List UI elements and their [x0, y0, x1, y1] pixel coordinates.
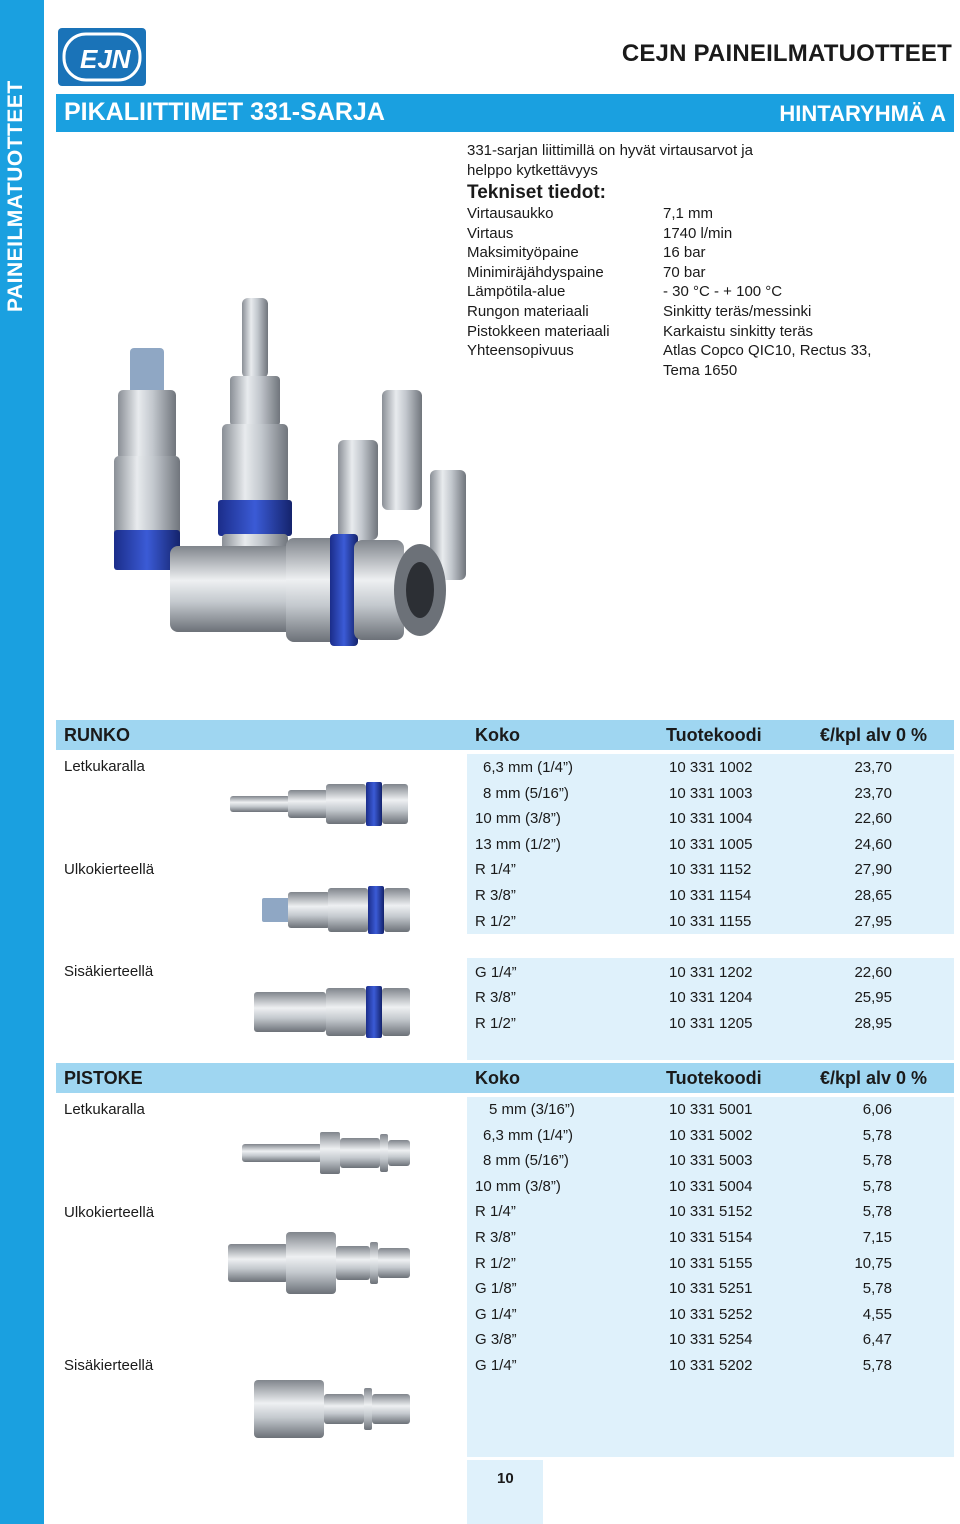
row-code: 10 331 1204	[669, 989, 753, 1007]
row-size: R 1/2”	[475, 1254, 516, 1272]
runko-male-thread-thumbnail	[262, 884, 412, 936]
spec-value: 1740 l/min	[663, 224, 733, 242]
brand-title: CEJN PAINEILMATUOTTEET	[621, 40, 952, 67]
row-price: 23,70	[854, 759, 892, 776]
pistoke-header-size: Koko	[475, 1068, 520, 1088]
spec-row	[467, 303, 927, 323]
spec-row	[467, 283, 927, 303]
runko-table-header	[56, 720, 954, 750]
pistoke-header-code: Tuotekoodi	[666, 1068, 762, 1088]
pistoke-header-price: €/kpl alv 0 %	[820, 1068, 928, 1088]
runko-group-label: Letkukaralla	[64, 758, 145, 775]
row-size: R 3/8”	[475, 887, 516, 904]
spec-value: Sinkitty teräs/messinki	[663, 302, 812, 320]
spec-label: Rungon materiaali	[467, 302, 589, 320]
row-size: R 3/8”	[475, 1229, 516, 1246]
runko-hose-tail-thumbnail	[230, 780, 410, 828]
pistoke-male-thread-thumbnail	[228, 1228, 412, 1298]
runko-header-code: Tuotekoodi	[666, 725, 762, 745]
row-size: G 1/4”	[475, 963, 517, 981]
row-price: 10,75	[854, 1254, 892, 1272]
logo-text: EJN	[80, 44, 131, 74]
row-size: R 1/4”	[475, 1203, 516, 1221]
runko-row	[467, 1012, 954, 1038]
product-photo	[90, 290, 470, 690]
section-title: PIKALIITTIMET 331-SARJA	[64, 98, 385, 126]
row-size: 8 mm (5/16”)	[483, 784, 569, 802]
spec-label: Virtausaukko	[467, 205, 554, 222]
section-title-bar	[56, 94, 954, 132]
cejn-logo	[58, 28, 146, 86]
pistoke-row	[467, 1354, 954, 1380]
row-code: 10 331 1205	[669, 1015, 753, 1032]
row-code: 10 331 1003	[669, 784, 753, 802]
spec-label: Minimiräjähdyspaine	[467, 263, 604, 281]
row-price: 5,78	[862, 1357, 892, 1374]
pistoke-hose-tail-thumbnail	[242, 1122, 412, 1182]
spec-label: Pistokkeen materiaali	[467, 322, 610, 340]
spec-row	[467, 225, 927, 245]
spec-value: 16 bar	[663, 244, 706, 262]
row-price: 5,78	[862, 1177, 892, 1195]
spec-label: Lämpötila-alue	[467, 283, 566, 301]
pistoke-row	[467, 1277, 954, 1303]
row-price: 22,60	[854, 810, 892, 828]
runko-group-label: Ulkokierteellä	[64, 861, 155, 878]
row-code: 10 331 5152	[669, 1203, 753, 1221]
pistoke-table-header	[56, 1063, 954, 1093]
pistoke-group-label: Sisäkierteellä	[64, 1357, 154, 1374]
row-code: 10 331 1004	[669, 810, 753, 828]
pistoke-row	[467, 1124, 954, 1150]
pistoke-group-label: Ulkokierteellä	[64, 1204, 155, 1221]
row-size: R 1/2”	[475, 1015, 516, 1032]
runko-row	[467, 833, 954, 859]
row-size: G 1/4”	[475, 1357, 517, 1374]
row-size: 6,3 mm (1/4”)	[483, 1126, 574, 1144]
pistoke-row	[467, 1328, 954, 1354]
spec-label: Virtaus	[467, 224, 514, 242]
row-size: R 1/2”	[475, 912, 516, 930]
row-price: 6,47	[862, 1331, 892, 1349]
row-price: 24,60	[854, 835, 892, 853]
spec-row	[467, 323, 927, 343]
row-code: 10 331 5155	[669, 1254, 753, 1272]
row-code: 10 331 5004	[669, 1177, 753, 1195]
row-price: 5,78	[862, 1203, 892, 1221]
row-price: 6,06	[862, 1101, 892, 1118]
row-code: 10 331 1152	[669, 861, 752, 879]
runko-row	[467, 986, 954, 1012]
pistoke-row	[467, 1226, 954, 1252]
row-code: 10 331 5252	[669, 1305, 753, 1323]
row-price: 27,95	[854, 912, 892, 930]
spec-row	[467, 264, 927, 284]
row-price: 7,15	[862, 1229, 892, 1246]
price-group-label: HINTARYHMÄ A	[779, 101, 946, 126]
row-code: 10 331 5202	[669, 1357, 753, 1374]
row-price: 4,55	[862, 1305, 892, 1323]
runko-row	[467, 807, 954, 833]
row-code: 10 331 5001	[669, 1101, 753, 1118]
row-code: 10 331 1155	[669, 912, 752, 930]
runko-row	[467, 756, 954, 782]
spec-value: Atlas Copco QIC10, Rectus 33,	[663, 342, 872, 360]
row-code: 10 331 5003	[669, 1152, 753, 1170]
runko-row	[467, 910, 954, 936]
row-size: G 1/8”	[475, 1280, 517, 1298]
row-size: 5 mm (3/16”)	[489, 1101, 575, 1118]
row-code: 10 331 1002	[669, 759, 753, 776]
row-price: 23,70	[854, 784, 892, 802]
row-size: G 1/4”	[475, 1305, 517, 1323]
row-size: 6,3 mm (1/4”)	[483, 759, 574, 776]
spec-label: Maksimityöpaine	[467, 244, 579, 262]
pistoke-female-thread-thumbnail	[254, 1376, 412, 1442]
side-label	[4, 80, 40, 612]
row-price: 5,78	[862, 1126, 892, 1144]
runko-row	[467, 858, 954, 884]
runko-group-label: Sisäkierteellä	[64, 963, 154, 980]
pistoke-header-name: PISTOKE	[64, 1068, 143, 1088]
runko-header-price: €/kpl alv 0 %	[820, 725, 928, 745]
runko-row	[467, 782, 954, 808]
pistoke-row	[467, 1252, 954, 1278]
pistoke-group-label: Letkukaralla	[64, 1101, 145, 1118]
page-number: 10	[497, 1470, 514, 1487]
spec-value-continuation: Tema 1650	[663, 361, 738, 379]
runko-header-name: RUNKO	[64, 725, 130, 745]
spec-value: - 30 °C - + 100 °C	[663, 283, 783, 301]
row-size: 13 mm (1/2”)	[475, 835, 561, 853]
row-price: 25,95	[854, 989, 892, 1007]
intro-text	[467, 141, 797, 181]
pistoke-row	[467, 1149, 954, 1175]
runko-header-size: Koko	[475, 725, 520, 745]
spec-row	[467, 244, 927, 264]
row-size: 10 mm (3/8”)	[475, 810, 561, 828]
row-code: 10 331 5251	[669, 1280, 753, 1298]
page-number-box	[467, 1460, 543, 1524]
row-price: 28,65	[854, 887, 892, 904]
row-size: R 3/8”	[475, 989, 516, 1007]
spec-heading: Tekniset tiedot:	[467, 182, 606, 203]
pistoke-row	[467, 1098, 954, 1124]
spec-label: Yhteensopivuus	[467, 342, 574, 360]
spec-row	[467, 205, 927, 225]
spec-value: 7,1 mm	[663, 205, 714, 222]
row-code: 10 331 5002	[669, 1126, 753, 1144]
row-size: R 1/4”	[475, 861, 516, 879]
spec-list	[467, 205, 927, 381]
row-price: 5,78	[862, 1152, 892, 1170]
runko-female-thread-thumbnail	[254, 984, 412, 1040]
row-size: G 3/8”	[475, 1331, 517, 1349]
row-size: 8 mm (5/16”)	[483, 1152, 569, 1170]
row-price: 28,95	[854, 1015, 892, 1032]
spec-row	[467, 342, 927, 362]
side-label-text: PAINEILMATUOTTEET	[4, 80, 27, 312]
row-code: 10 331 5154	[669, 1229, 753, 1246]
pistoke-row	[467, 1303, 954, 1329]
spec-value: Karkaistu sinkitty teräs	[663, 322, 814, 340]
row-size: 10 mm (3/8”)	[475, 1177, 561, 1195]
intro-line-2: helppo kytkettävyys	[467, 162, 598, 179]
row-code: 10 331 5254	[669, 1331, 753, 1349]
pistoke-row	[467, 1175, 954, 1201]
row-code: 10 331 1154	[669, 887, 752, 904]
runko-row	[467, 961, 954, 987]
spec-value: 70 bar	[663, 263, 706, 281]
row-code: 10 331 1202	[669, 963, 753, 981]
row-price: 22,60	[854, 963, 892, 981]
runko-row	[467, 884, 954, 910]
row-price: 5,78	[862, 1280, 892, 1298]
pistoke-row	[467, 1200, 954, 1226]
row-code: 10 331 1005	[669, 835, 753, 853]
spec-row	[467, 362, 927, 382]
intro-line-1: 331-sarjan liittimillä on hyvät virtausarvot ja	[467, 142, 753, 159]
row-price: 27,90	[854, 861, 892, 879]
